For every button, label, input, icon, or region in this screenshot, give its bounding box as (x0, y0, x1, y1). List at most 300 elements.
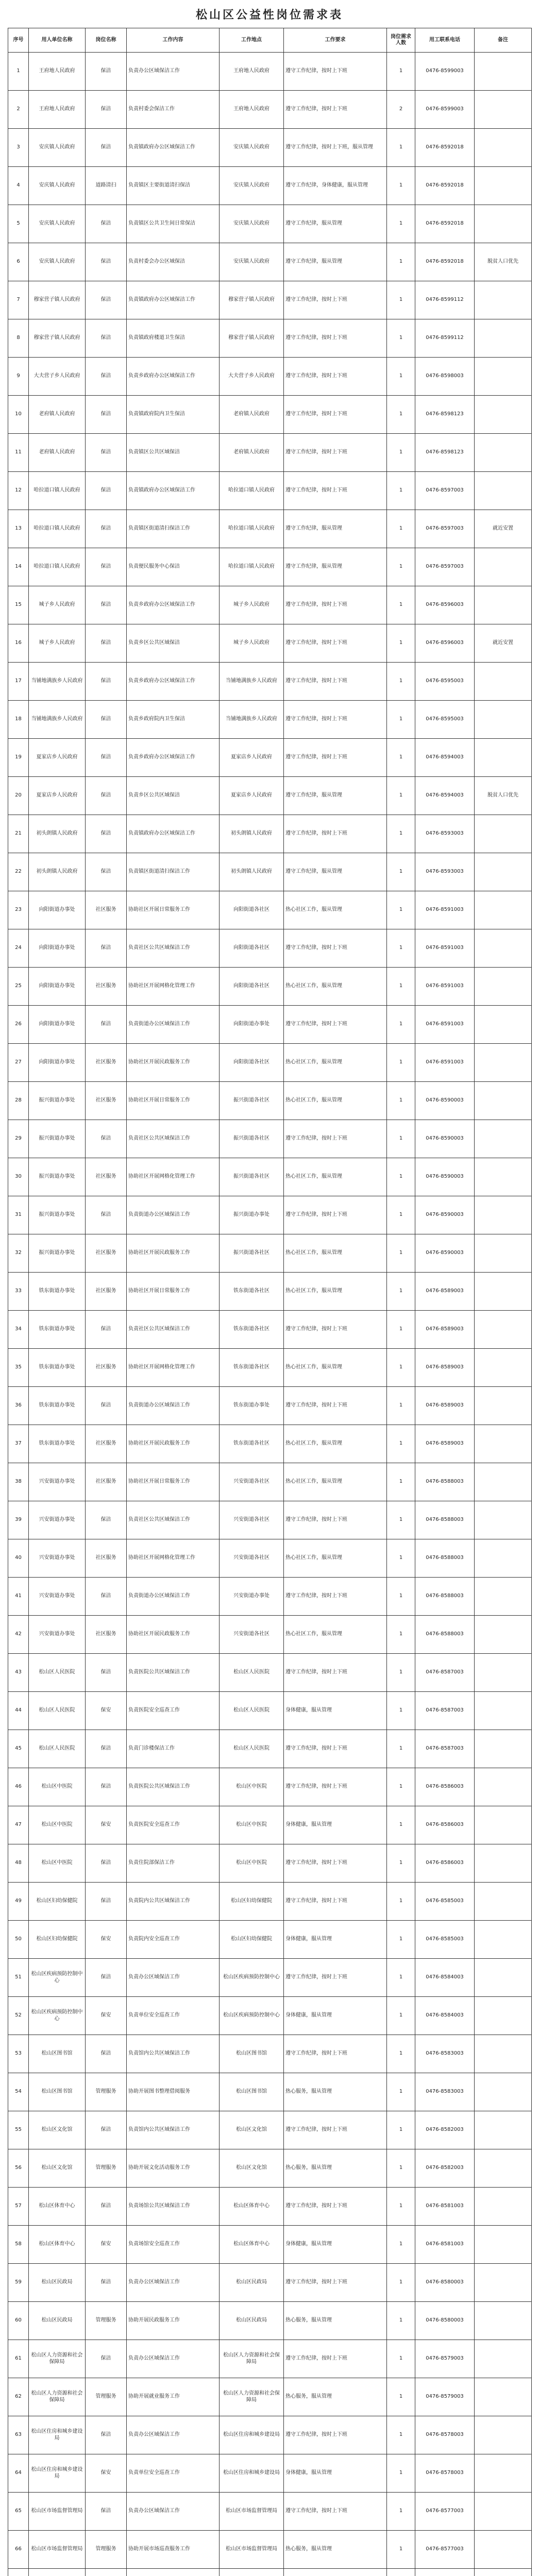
table-cell: 松山区人民医院 (29, 1730, 86, 1768)
table-cell: 46 (8, 1768, 29, 1806)
table-cell (475, 1006, 532, 1044)
table-cell: 56 (8, 2149, 29, 2188)
table-cell: 负责社区公共区域保洁工作 (127, 1120, 220, 1158)
table-cell: 5 (8, 205, 29, 243)
table-cell: 城子乡人民政府 (220, 624, 284, 663)
table-cell: 哈拉道口镇人民政府 (29, 472, 86, 510)
table-cell: 0476-8584003 (415, 1997, 475, 2035)
table-cell: 身体健康，服从管理 (284, 1997, 387, 2035)
table-cell: 就近安置 (475, 624, 532, 663)
table-cell: 6 (8, 243, 29, 281)
table-cell: 2 (387, 91, 415, 129)
table-cell (475, 2454, 532, 2493)
table-row (8, 1806, 532, 1844)
table-cell: 遵守工作纪律，按时上下班 (284, 1387, 387, 1425)
table-cell: 热心社区工作，服从管理 (284, 1234, 387, 1273)
table-cell: 管理服务 (86, 2073, 127, 2111)
table-cell: 1 (387, 624, 415, 663)
table-cell: 0476-8580003 (415, 2302, 475, 2340)
table-cell: 松山区人民医院 (220, 1730, 284, 1768)
table-cell: 0476-8582003 (415, 2111, 475, 2149)
table-cell: 42 (8, 1616, 29, 1654)
table-cell: 松山区疾病预防控制中心 (29, 1959, 86, 1997)
table-row (8, 1463, 532, 1501)
table-cell: 遵守工作纪律，按时上下班 (284, 739, 387, 777)
table-row (8, 2378, 532, 2416)
table-cell: 哈拉道口镇人民政府 (29, 548, 86, 586)
table-cell: 保洁 (86, 739, 127, 777)
table-cell: 1 (387, 1501, 415, 1539)
table-row (8, 167, 532, 205)
table-cell: 保洁 (86, 701, 127, 739)
table-cell: 保洁 (86, 1387, 127, 1425)
table-cell (475, 91, 532, 129)
table-cell: 0476-8578003 (415, 2416, 475, 2454)
table-cell: 松山区人力资源和社会保障局 (29, 2378, 86, 2416)
table-cell: 兴安街道各社区 (220, 1463, 284, 1501)
table-cell (475, 1044, 532, 1082)
table-cell: 负责镇区主要街道清扫保洁 (127, 167, 220, 205)
table-cell: 老府镇人民政府 (29, 396, 86, 434)
table-cell: 58 (8, 2226, 29, 2264)
table-cell (475, 2149, 532, 2188)
table-cell: 1 (387, 1578, 415, 1616)
table-cell: 保洁 (86, 2493, 127, 2531)
table-cell: 0476-8592018 (415, 167, 475, 205)
column-header: 岗位名称 (86, 28, 127, 53)
table-cell: 负责镇区公共区域保洁 (127, 434, 220, 472)
table-cell: 松山区体育中心 (220, 2188, 284, 2226)
table-cell: 身体健康，服从管理 (284, 1806, 387, 1844)
table-cell: 热心社区工作，服从管理 (284, 968, 387, 1006)
table-row (8, 2416, 532, 2454)
table-cell: 向阳街道办事处 (29, 1006, 86, 1044)
table-cell (475, 1959, 532, 1997)
table-cell (127, 2569, 220, 2576)
table-cell: 1 (387, 1921, 415, 1959)
table-cell: 穆家营子镇人民政府 (220, 281, 284, 319)
table-cell (475, 2188, 532, 2226)
table-cell: 1 (387, 2035, 415, 2073)
table-cell: 热心服务，服从管理 (284, 2531, 387, 2569)
table-cell: 哈拉道口镇人民政府 (29, 510, 86, 548)
table-row (8, 2073, 532, 2111)
table-row (8, 396, 532, 434)
table-cell: 安庆镇人民政府 (220, 167, 284, 205)
table-cell: 4 (8, 167, 29, 205)
table-cell: 松山区中医院 (220, 1768, 284, 1806)
table-cell: 0476-8587003 (415, 1692, 475, 1730)
table-cell: 26 (8, 1006, 29, 1044)
table-row (8, 853, 532, 891)
table-cell: 0476-8586003 (415, 1768, 475, 1806)
table-cell: 43 (8, 1654, 29, 1692)
table-cell: 53 (8, 2035, 29, 2073)
table-cell: 松山区住房和城乡建设局 (29, 2416, 86, 2454)
table-cell: 0476-8592018 (415, 205, 475, 243)
table-cell (475, 1234, 532, 1273)
column-header: 工作内容 (127, 28, 220, 53)
table-row (8, 1768, 532, 1806)
table-cell: 0476-8592018 (415, 129, 475, 167)
table-cell: 负责办公区域保洁工作 (127, 2340, 220, 2378)
table-cell: 0476-8580003 (415, 2264, 475, 2302)
table-cell: 社区服务 (86, 1082, 127, 1120)
table-cell: 0476-8586003 (415, 1844, 475, 1883)
table-cell: 8 (8, 319, 29, 358)
table-cell: 遵守工作纪律，按时上下班 (284, 586, 387, 624)
table-cell: 身体健康，服从管理 (284, 1692, 387, 1730)
table-cell: 0476-8591003 (415, 1044, 475, 1082)
table-cell: 振兴街道各社区 (220, 1158, 284, 1196)
table-cell (475, 2340, 532, 2378)
table-cell: 城子乡人民政府 (29, 624, 86, 663)
table-cell: 社区服务 (86, 1349, 127, 1387)
table-cell: 0476-8590003 (415, 1158, 475, 1196)
table-cell: 松山区人民医院 (29, 1692, 86, 1730)
table-cell: 0476-8588003 (415, 1463, 475, 1501)
column-header: 序号 (8, 28, 29, 53)
table-cell: 55 (8, 2111, 29, 2149)
table-cell: 65 (8, 2493, 29, 2531)
table-cell: 47 (8, 1806, 29, 1844)
table-cell: 0476-8594003 (415, 777, 475, 815)
table-cell: 0476-8598123 (415, 434, 475, 472)
table-cell: 振兴街道各社区 (220, 1082, 284, 1120)
table-row (8, 1120, 532, 1158)
table-cell: 遵守工作纪律，按时上下班 (284, 1883, 387, 1921)
table-cell: 铁东街道办事处 (29, 1425, 86, 1463)
table-cell: 安庆镇人民政府 (29, 167, 86, 205)
table-cell (475, 1387, 532, 1425)
table-cell: 23 (8, 891, 29, 929)
table-cell: 遵守工作纪律，身体健康，服从管理 (284, 167, 387, 205)
table-row (8, 1578, 532, 1616)
table-cell: 28 (8, 1082, 29, 1120)
table-cell: 负责住院部保洁工作 (127, 1844, 220, 1883)
table-row (8, 1349, 532, 1387)
table-cell: 保洁 (86, 1006, 127, 1044)
table-cell: 38 (8, 1463, 29, 1501)
table-cell: 49 (8, 1883, 29, 1921)
table-cell: 遵守工作纪律，按时上下班 (284, 1120, 387, 1158)
table-cell: 遵守工作纪律，按时上下班 (284, 2416, 387, 2454)
table-row (8, 1044, 532, 1082)
table-cell: 0476-8588003 (415, 1501, 475, 1539)
table-cell: 保洁 (86, 929, 127, 968)
table-cell: 保洁 (86, 1883, 127, 1921)
column-header: 工作要求 (284, 28, 387, 53)
table-cell: 1 (387, 1311, 415, 1349)
table-cell (475, 853, 532, 891)
table-cell: 30 (8, 1158, 29, 1196)
table-cell: 遵守工作纪律，按时上下班 (284, 2188, 387, 2226)
table-row (8, 1501, 532, 1539)
table-cell: 负责镇区公共卫生间日常保洁 (127, 205, 220, 243)
table-cell: 1 (387, 739, 415, 777)
table-cell: 身体健康，服从管理 (284, 2226, 387, 2264)
table-row (8, 663, 532, 701)
table-cell: 兴安街道办事处 (220, 1578, 284, 1616)
table-cell: 41 (8, 1578, 29, 1616)
table-cell: 保洁 (86, 2340, 127, 2378)
table-cell: 0476-8582003 (415, 2149, 475, 2188)
table-cell: 身体健康，服从管理 (284, 1921, 387, 1959)
table-cell: 热心服务，服从管理 (284, 2149, 387, 2188)
table-cell (475, 1158, 532, 1196)
table-cell: 负责乡政府院内卫生保洁 (127, 701, 220, 739)
table-cell: 48 (8, 1844, 29, 1883)
table-cell: 负责乡区公共区域保洁 (127, 624, 220, 663)
table-cell: 保洁 (86, 624, 127, 663)
table-cell: 松山区中医院 (29, 1768, 86, 1806)
table-cell: 0476-8597003 (415, 472, 475, 510)
table-cell: 社区服务 (86, 891, 127, 929)
table-cell: 负责医院安全巡查工作 (127, 1806, 220, 1844)
table-cell: 0476-8593003 (415, 853, 475, 891)
table-cell: 协助开展图书整理借阅服务 (127, 2073, 220, 2111)
table-row (8, 1844, 532, 1883)
table-row (8, 2531, 532, 2569)
table-cell: 遵守工作纪律，按时上下班 (284, 624, 387, 663)
table-cell: 松山区人力资源和社会保障局 (220, 2378, 284, 2416)
table-cell: 负责社区公共区域保洁工作 (127, 1311, 220, 1349)
table-cell: 1 (387, 1349, 415, 1387)
table-cell: 松山区人力资源和社会保障局 (29, 2340, 86, 2378)
table-cell (475, 1692, 532, 1730)
table-cell: 13 (8, 510, 29, 548)
table-cell: 协助社区开展网格化管理工作 (127, 1539, 220, 1578)
table-cell: 哈拉道口镇人民政府 (220, 548, 284, 586)
table-cell (475, 968, 532, 1006)
table-cell: 1 (387, 510, 415, 548)
table-cell (475, 2531, 532, 2569)
table-cell: 1 (387, 205, 415, 243)
table-cell: 遵守工作纪律，按时上下班 (284, 1578, 387, 1616)
table-cell: 保洁 (86, 2188, 127, 2226)
table-cell: 铁东街道办事处 (29, 1311, 86, 1349)
table-cell: 1 (387, 586, 415, 624)
table-row (8, 129, 532, 167)
table-cell: 松山区市场监督管理局 (220, 2493, 284, 2531)
table-cell (415, 2569, 475, 2576)
table-cell: 管理服务 (86, 2149, 127, 2188)
table-cell: 52 (8, 1997, 29, 2035)
table-cell: 1 (387, 2226, 415, 2264)
table-row (8, 968, 532, 1006)
table-cell: 穆家营子镇人民政府 (29, 319, 86, 358)
table-cell: 大夫营子乡人民政府 (220, 358, 284, 396)
table-cell: 热心社区工作，服从管理 (284, 1158, 387, 1196)
table-cell: 铁东街道各社区 (220, 1311, 284, 1349)
table-cell: 热心社区工作，服从管理 (284, 891, 387, 929)
table-row (8, 2454, 532, 2493)
table-cell (475, 2378, 532, 2416)
table-cell: 0476-8591003 (415, 891, 475, 929)
table-cell: 保安 (86, 1806, 127, 1844)
table-cell: 1 (387, 1234, 415, 1273)
table-cell: 协助社区开展民政服务工作 (127, 1044, 220, 1082)
table-cell: 34 (8, 1311, 29, 1349)
table-cell: 遵守工作纪律，按时上下班 (284, 929, 387, 968)
table-cell: 保洁 (86, 586, 127, 624)
table-cell: 负责办公区域保洁工作 (127, 2264, 220, 2302)
table-row (8, 2569, 532, 2576)
table-cell: 振兴街道各社区 (220, 1120, 284, 1158)
table-cell: 社区服务 (86, 1616, 127, 1654)
table-cell: 37 (8, 1425, 29, 1463)
table-row (8, 586, 532, 624)
table-cell: 松山区人力资源和社会保障局 (220, 2340, 284, 2378)
table-cell (475, 1806, 532, 1844)
table-cell: 保洁 (86, 434, 127, 472)
table-cell: 0476-8579003 (415, 2378, 475, 2416)
table-row (8, 1959, 532, 1997)
table-cell: 0476-8598003 (415, 358, 475, 396)
table-cell: 热心社区工作，服从管理 (284, 1044, 387, 1082)
table-cell: 负责院内安全巡查工作 (127, 1921, 220, 1959)
table-cell: 0476-8577003 (415, 2493, 475, 2531)
table-cell: 铁东街道办事处 (29, 1387, 86, 1425)
table-cell: 松山区人民医院 (220, 1654, 284, 1692)
table-cell: 热心社区工作，服从管理 (284, 1463, 387, 1501)
table-cell: 59 (8, 2264, 29, 2302)
table-cell (475, 1501, 532, 1539)
table-cell: 21 (8, 815, 29, 853)
table-cell: 负责街道办公区域保洁工作 (127, 1006, 220, 1044)
table-cell: 负责单位安全巡查工作 (127, 1997, 220, 2035)
table-cell (220, 2569, 284, 2576)
table-cell: 遵守工作纪律，服从管理 (284, 510, 387, 548)
table-cell: 负责院内公共区域保洁工作 (127, 1883, 220, 1921)
table-cell: 松山区市场监督管理局 (29, 2531, 86, 2569)
table-cell: 1 (387, 1425, 415, 1463)
table-cell: 保安 (86, 2226, 127, 2264)
table-cell: 松山区妇幼保健院 (29, 1921, 86, 1959)
table-cell: 10 (8, 396, 29, 434)
table-cell: 1 (387, 2264, 415, 2302)
table-cell: 铁东街道各社区 (220, 1273, 284, 1311)
table-cell (475, 2416, 532, 2454)
table-cell: 0476-8585003 (415, 1921, 475, 1959)
table-cell: 松山区疾病预防控制中心 (29, 1997, 86, 2035)
table-cell: 安庆镇人民政府 (220, 243, 284, 281)
table-cell: 振兴街道办事处 (29, 1158, 86, 1196)
table-cell: 向阳街道办事处 (29, 1044, 86, 1082)
table-row (8, 472, 532, 510)
table-cell (284, 2569, 387, 2576)
table-cell: 负责村委会保洁工作 (127, 91, 220, 129)
table-cell: 松山区图书馆 (220, 2035, 284, 2073)
table-cell: 兴安街道办事处 (29, 1616, 86, 1654)
table-cell: 兴安街道各社区 (220, 1501, 284, 1539)
table-cell: 当铺地满族乡人民政府 (220, 663, 284, 701)
table-cell: 保洁 (86, 205, 127, 243)
table-cell: 振兴街道办事处 (29, 1234, 86, 1273)
table-cell: 铁东街道办事处 (29, 1273, 86, 1311)
table-cell: 遵守工作纪律，按时上下班 (284, 53, 387, 91)
table-cell (475, 1730, 532, 1768)
table-row (8, 2226, 532, 2264)
table-cell: 社区服务 (86, 1044, 127, 1082)
table-cell: 保洁 (86, 1959, 127, 1997)
table-row (8, 1883, 532, 1921)
table-cell: 保洁 (86, 243, 127, 281)
table-cell: 45 (8, 1730, 29, 1768)
table-cell: 松山区妇幼保健院 (220, 1883, 284, 1921)
table-cell (475, 1768, 532, 1806)
table-cell: 负责单位安全巡查工作 (127, 2454, 220, 2493)
table-cell: 遵守工作纪律，服从管理 (284, 853, 387, 891)
table-cell: 62 (8, 2378, 29, 2416)
table-cell: 0476-8596003 (415, 586, 475, 624)
table-cell: 穆家营子镇人民政府 (220, 319, 284, 358)
table-cell: 遵守工作纪律，按时上下班 (284, 2493, 387, 2531)
table-cell: 协助社区开展日常服务工作 (127, 1082, 220, 1120)
table-cell: 17 (8, 663, 29, 701)
table-row (8, 2340, 532, 2378)
table-cell: 0476-8578003 (415, 2454, 475, 2493)
table-cell: 负责乡政府办公区域保洁工作 (127, 358, 220, 396)
table-cell: 遵守工作纪律，按时上下班 (284, 91, 387, 129)
table-cell: 1 (387, 1806, 415, 1844)
table-cell: 0476-8594003 (415, 739, 475, 777)
table-cell: 负责办公区域保洁工作 (127, 53, 220, 91)
table-cell: 振兴街道各社区 (220, 1234, 284, 1273)
table-cell: 66 (8, 2531, 29, 2569)
table-cell: 向阳街道各社区 (220, 929, 284, 968)
table-cell: 保安 (86, 1997, 127, 2035)
table-cell: 遵守工作纪律，按时上下班 (284, 1959, 387, 1997)
table-row (8, 434, 532, 472)
table-cell: 安庆镇人民政府 (29, 129, 86, 167)
table-cell: 兴安街道各社区 (220, 1616, 284, 1654)
table-cell: 松山区中医院 (220, 1806, 284, 1844)
table-cell: 64 (8, 2454, 29, 2493)
table-cell: 3 (8, 129, 29, 167)
table-cell: 1 (387, 2340, 415, 2378)
table-cell: 初头朗镇人民政府 (29, 815, 86, 853)
table-cell: 哈拉道口镇人民政府 (220, 510, 284, 548)
table-cell: 大夫营子乡人民政府 (29, 358, 86, 396)
table-cell: 1 (387, 663, 415, 701)
table-cell: 社区服务 (86, 968, 127, 1006)
table-row (8, 2264, 532, 2302)
table-cell: 0476-8589003 (415, 1311, 475, 1349)
table-cell: 哈拉道口镇人民政府 (220, 472, 284, 510)
table-cell (475, 2111, 532, 2149)
table-cell: 遵守工作纪律，按时上下班 (284, 1844, 387, 1883)
table-cell (475, 1578, 532, 1616)
table-cell: 夏家店乡人民政府 (220, 777, 284, 815)
table-cell: 保洁 (86, 396, 127, 434)
table-cell: 保洁 (86, 2111, 127, 2149)
table-cell: 负责镇政府院内卫生保洁 (127, 396, 220, 434)
table-cell: 松山区人民医院 (29, 1654, 86, 1692)
table-cell (475, 815, 532, 853)
table-cell: 振兴街道办事处 (220, 1196, 284, 1234)
table-cell: 遵守工作纪律，按时上下班 (284, 701, 387, 739)
table-cell: 安庆镇人民政府 (220, 129, 284, 167)
table-cell: 负责办公区域保洁工作 (127, 1959, 220, 1997)
table-cell: 松山区疾病预防控制中心 (220, 1959, 284, 1997)
table-cell (475, 586, 532, 624)
table-cell: 57 (8, 2188, 29, 2226)
table-cell: 松山区住房和城乡建设局 (220, 2416, 284, 2454)
table-cell: 脱贫人口优先 (475, 243, 532, 281)
table-cell: 保洁 (86, 548, 127, 586)
table-cell: 39 (8, 1501, 29, 1539)
